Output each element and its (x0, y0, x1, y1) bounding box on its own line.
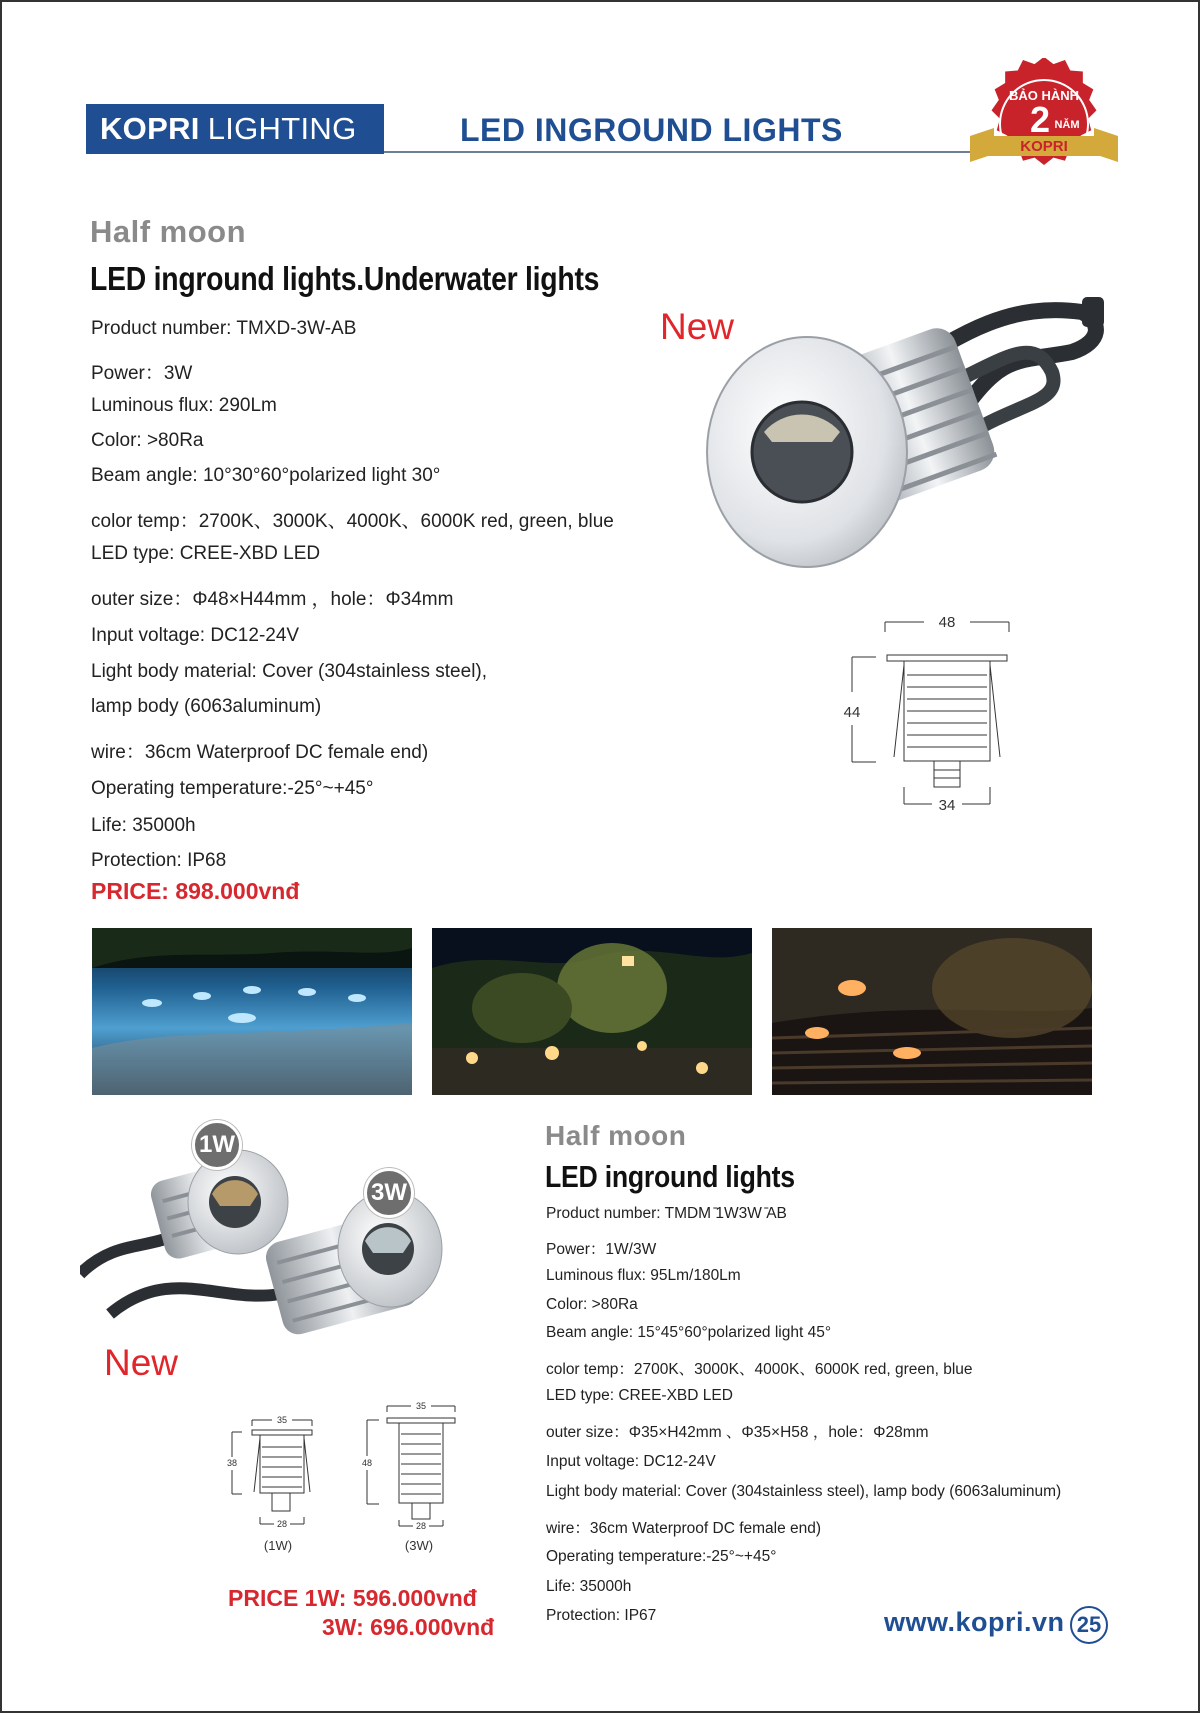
p2-1w-hole-label: 28 (276, 1519, 288, 1529)
seal-unit: NĂM (1054, 119, 1080, 131)
badge-3w: 3W (364, 1168, 414, 1218)
product1-spec-size: outer size：Φ48×H44mm ，hole：Φ34mm (91, 589, 454, 610)
photo-deck-lights (772, 928, 1092, 1095)
product1-spec-led-type: LED type: CREE-XBD LED (91, 543, 321, 564)
product2-spec-flux: Luminous flux: 95Lm/180Lm (546, 1267, 741, 1284)
brand-logo-box (86, 104, 384, 154)
product1-spec-operating-temp: Operating temperature:-25°~+45° (91, 778, 374, 799)
product1-spec-protection: Protection: IP68 (91, 850, 227, 871)
product2-spec-color: Color: >80Ra (546, 1296, 638, 1313)
product2-price-1w: PRICE 1W: 596.000vnđ (228, 1585, 477, 1611)
product2-new-label: New (104, 1342, 179, 1383)
p1-width-label: 48 (938, 614, 956, 631)
p2-3w-caption: (3W) (404, 1538, 434, 1553)
product1-spec-product-number: Product number: TMXD-3W-AB (91, 318, 357, 339)
product1-spec-flux: Luminous flux: 290Lm (91, 395, 277, 416)
photo-pool-lights (92, 928, 412, 1095)
product1-subtitle: Half moon (90, 214, 247, 249)
product2-spec-product-number: Product number: TMDM ̄1W3W ̄AB (546, 1205, 787, 1222)
product2-spec-wire: wire：36cm Waterproof DC female end) (546, 1520, 822, 1537)
p2-1w-width-label: 35 (276, 1415, 288, 1425)
product2-spec-size: outer size：Φ35×H42mm 、Φ35×H58 ，hole：Φ28mm (546, 1424, 929, 1441)
product1-spec-material-2: lamp body (6063aluminum) (91, 696, 322, 717)
seal-brand: KOPRI (1020, 138, 1068, 155)
product2-spec-material: Light body material: Cover (304stainless steel), lamp body (6063aluminum) (546, 1483, 1062, 1500)
product1-spec-power: Power：3W (91, 363, 193, 384)
footer-website-link[interactable]: www.kopri.vn (884, 1607, 1065, 1637)
product1-spec-voltage: Input voltage: DC12-24V (91, 625, 300, 646)
brand-name-bold: KOPRI (100, 111, 200, 146)
product1-title: LED inground lights.Underwater lights (90, 260, 600, 297)
product2-spec-color-temp: color temp：2700K、3000K、4000K、6000K red, green, blue (546, 1361, 973, 1378)
product2-spec-power: Power：1W/3W (546, 1241, 657, 1258)
product1-spec-wire: wire：36cm Waterproof DC female end) (91, 742, 429, 763)
product1-spec-color: Color: >80Ra (91, 430, 204, 451)
product1-spec-life: Life: 35000h (91, 815, 196, 836)
p1-height-label: 44 (843, 704, 861, 721)
badge-1w: 1W (192, 1120, 242, 1170)
product2-3w-dimension-drawing (357, 1396, 467, 1562)
product2-subtitle: Half moon (545, 1120, 687, 1151)
p1-hole-label: 34 (938, 797, 956, 814)
product1-new-label: New (660, 306, 735, 347)
product2-lamps-image (80, 1114, 460, 1354)
header-divider (384, 151, 984, 153)
p2-1w-caption: (1W) (263, 1538, 293, 1553)
seal-top-text: BẢO HÀNH (1008, 88, 1080, 103)
product1-spec-material: Light body material: Cover (304stainless steel), (91, 661, 488, 682)
brand-name-light: LIGHTING (207, 111, 357, 146)
product2-price-3w: 3W: 696.000vnđ (322, 1614, 495, 1640)
p2-1w-height-label: 38 (226, 1458, 238, 1468)
section-title: LED INGROUND LIGHTS (460, 112, 843, 148)
p2-3w-width-label: 35 (415, 1401, 427, 1411)
product1-spec-color-temp: color temp：2700K、3000K、4000K、6000K red, green, blue (91, 511, 614, 532)
product2-spec-life: Life: 35000h (546, 1578, 632, 1595)
photo-garden-lights (432, 928, 752, 1095)
product1-lamp-image (702, 292, 1112, 592)
product2-spec-voltage: Input voltage: DC12-24V (546, 1453, 716, 1470)
product2-spec-led-type: LED type: CREE-XBD LED (546, 1387, 733, 1404)
p2-3w-hole-label: 28 (415, 1521, 427, 1531)
product2-title: LED inground lights (545, 1159, 795, 1194)
warranty-seal-icon (964, 58, 1124, 198)
product1-spec-beam: Beam angle: 10°30°60°polarized light 30° (91, 465, 441, 486)
p2-3w-height-label: 48 (361, 1458, 373, 1468)
product2-spec-protection: Protection: IP67 (546, 1607, 657, 1624)
seal-number: 2 (1029, 99, 1051, 140)
product2-spec-operating-temp: Operating temperature:-25°~+45° (546, 1548, 777, 1565)
product2-spec-beam: Beam angle: 15°45°60°polarized light 45° (546, 1324, 832, 1341)
product1-dimension-drawing (832, 607, 1032, 827)
page-number: 25 (1070, 1606, 1108, 1644)
product1-price: PRICE: 898.000vnđ (91, 878, 300, 904)
product2-1w-dimension-drawing (222, 1402, 332, 1562)
